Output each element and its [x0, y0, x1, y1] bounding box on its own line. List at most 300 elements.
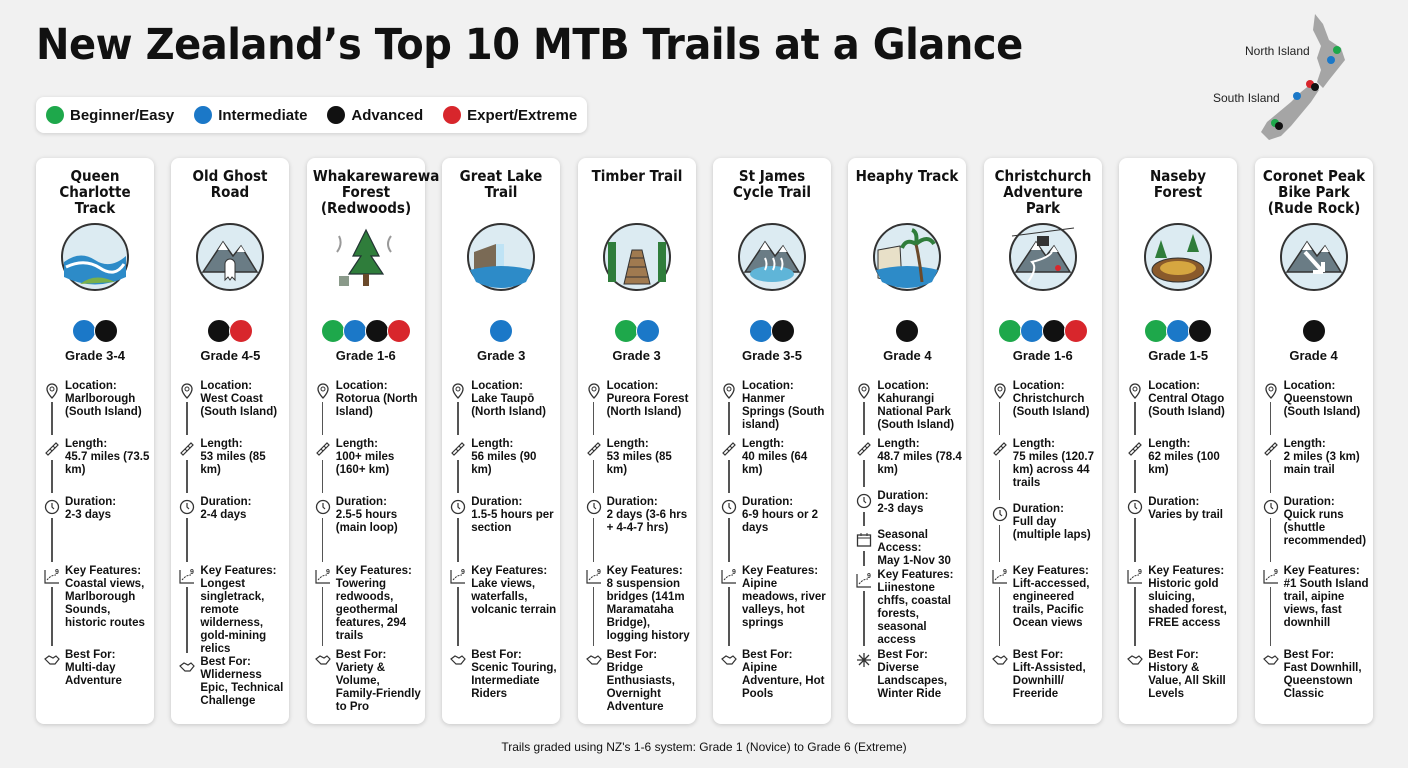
detail-value: Liinestone chffs, coastal forests, seasonal access: [877, 582, 951, 646]
timeline-connector: [999, 587, 1001, 646]
timeline-connector: [51, 518, 53, 562]
legend-label: Intermediate: [218, 106, 308, 124]
detail-label: Location:: [877, 380, 930, 392]
detail-handshake: [1125, 649, 1235, 701]
detail-location: [448, 380, 558, 438]
svg-text:9: 9: [325, 569, 330, 576]
timeline-connector: [863, 402, 865, 435]
detail-label: Length:: [1283, 438, 1326, 450]
detail-value: 2-3 days: [877, 503, 924, 515]
detail-label: Length:: [1012, 438, 1055, 450]
timeline-connector: [863, 460, 865, 487]
timeline-connector: [1134, 460, 1136, 493]
detail-length: [448, 438, 558, 496]
timeline-connector: [593, 402, 595, 435]
svg-text:9: 9: [867, 573, 872, 580]
legend-item: [443, 106, 577, 124]
trail-details: [448, 380, 558, 701]
detail-label: Length:: [471, 438, 514, 450]
detail-handshake: [990, 649, 1100, 701]
detail-value: 75 miles (120.7 km) across 44 trails: [1012, 451, 1094, 489]
nz-map: [1205, 10, 1375, 150]
difficulty-blue-dot-icon: [343, 319, 367, 343]
trail-details: [1261, 380, 1371, 701]
detail-value: 48.7 miles (78.4 km): [877, 451, 962, 476]
detail-value: 62 miles (100 km): [1148, 451, 1220, 476]
difficulty-blue-dot-icon: [72, 319, 96, 343]
difficulty-dots: [307, 319, 425, 343]
difficulty-dots: [713, 319, 831, 343]
difficulty-green-dot-icon: [321, 319, 345, 343]
length-icon: [1263, 441, 1279, 457]
detail-length: [1261, 438, 1371, 496]
detail-value: History & Value, All Skill Levels: [1148, 662, 1226, 700]
features-icon: [1263, 568, 1279, 584]
difficulty-black-dot-icon: [207, 319, 231, 343]
handshake-icon: [450, 652, 466, 668]
detail-label: Key Features:: [1012, 565, 1089, 577]
clock-icon: [315, 499, 331, 515]
timeline-connector: [1270, 460, 1272, 493]
detail-location: [990, 380, 1100, 438]
length-icon: [315, 441, 331, 457]
length-icon: [1127, 441, 1143, 457]
detail-features: [1261, 565, 1371, 649]
palm-cliff-icon: [872, 222, 942, 292]
features-icon: [992, 568, 1008, 584]
detail-label: Length:: [1148, 438, 1191, 450]
detail-clock: [1261, 496, 1371, 565]
timeline-connector: [322, 518, 324, 562]
detail-features: [854, 569, 964, 649]
svg-text:9: 9: [1273, 569, 1278, 576]
legend-dot-icon: [327, 106, 345, 124]
detail-handshake: [448, 649, 558, 701]
location-icon: [992, 383, 1008, 399]
detail-value: Kahurangi National Park (South Island): [877, 393, 955, 431]
length-icon: [856, 441, 872, 457]
features-icon: [1127, 568, 1143, 584]
timeline-connector: [863, 591, 865, 646]
detail-handshake: [584, 649, 694, 714]
timeline-connector: [1270, 587, 1272, 646]
detail-value: 40 miles (64 km): [742, 451, 808, 476]
detail-location: [313, 380, 423, 438]
detail-clock: [990, 503, 1100, 565]
trail-card: [1119, 158, 1237, 724]
detail-clock: [1125, 496, 1235, 565]
legend-dot-icon: [194, 106, 212, 124]
detail-clock: [177, 496, 287, 565]
detail-clock: [313, 496, 423, 565]
trail-name: Whakarewarewa Forest (Redwoods): [312, 167, 440, 217]
timeline-connector: [51, 587, 53, 646]
clock-icon: [450, 499, 466, 515]
detail-value: Multi-day Adventure: [65, 662, 122, 687]
detail-label: Location:: [65, 380, 117, 392]
detail-handshake: [177, 656, 287, 708]
detail-features: [584, 565, 694, 649]
detail-value: Towering redwoods, geothermal features, 294 trails: [335, 578, 407, 642]
clock-icon: [992, 506, 1008, 522]
clock-icon: [44, 499, 60, 515]
detail-label: Length:: [877, 438, 920, 450]
detail-label: Location:: [200, 380, 253, 392]
legend-label: Advanced: [351, 106, 424, 124]
detail-label: Duration:: [471, 496, 523, 508]
detail-clock: [584, 496, 694, 565]
timeline-connector: [322, 587, 324, 646]
clock-icon: [586, 499, 602, 515]
difficulty-black-dot-icon: [895, 319, 919, 343]
trail-name: Old Ghost Road: [192, 167, 268, 201]
features-icon: [450, 568, 466, 584]
detail-features: [719, 565, 829, 649]
detail-label: Best For:: [335, 649, 387, 661]
detail-length: [177, 438, 287, 496]
detail-value: Aipine meadows, river valleys, hot springs: [742, 578, 826, 629]
grade-label: Grade 1-6: [1012, 348, 1073, 363]
handshake-icon: [1127, 652, 1143, 668]
detail-value: Coastal views, Marlborough Sounds, historic routes: [65, 578, 145, 629]
difficulty-dots: [984, 319, 1102, 343]
timeline-connector: [186, 402, 188, 435]
trail-details: [42, 380, 152, 688]
detail-value: Varies by trail: [1148, 509, 1223, 521]
detail-label: Key Features:: [335, 565, 412, 577]
features-icon: [586, 568, 602, 584]
timeline-connector: [457, 460, 459, 493]
handshake-icon: [1263, 652, 1279, 668]
detail-label: Best For:: [877, 649, 928, 661]
detail-handshake: [42, 649, 152, 688]
detail-label: Duration:: [335, 496, 387, 508]
gold-pan-icon: [1143, 222, 1213, 292]
legend-item: [46, 106, 174, 124]
detail-label: Best For:: [471, 649, 522, 661]
grade-label: Grade 3: [476, 348, 526, 363]
difficulty-blue-dot-icon: [1020, 319, 1044, 343]
detail-length: [313, 438, 423, 496]
timeline-connector: [728, 402, 730, 435]
difficulty-blue-dot-icon: [636, 319, 660, 343]
detail-label: Location:: [335, 380, 388, 392]
trail-details: [313, 380, 423, 714]
timeline-connector: [728, 518, 730, 562]
detail-label: Location:: [742, 380, 794, 392]
page-title: New Zealand’s Top 10 MTB Trails at a Glance: [36, 20, 1023, 70]
grade-label: Grade 3-5: [742, 348, 802, 363]
detail-location: [177, 380, 287, 438]
detail-length: [42, 438, 152, 496]
timeline-connector: [1134, 518, 1136, 562]
trail-card: [848, 158, 966, 724]
svg-text:9: 9: [55, 569, 59, 576]
difficulty-black-dot-icon: [365, 319, 389, 343]
calendar-icon: [856, 532, 872, 548]
redwood-icon: [331, 222, 401, 292]
detail-value: Bridge Enthusiasts, Overnight Adventure: [606, 662, 675, 713]
difficulty-black-dot-icon: [94, 319, 118, 343]
detail-label: Duration:: [606, 496, 658, 508]
detail-value: 2-3 days: [65, 509, 112, 521]
detail-label: Duration:: [65, 496, 117, 508]
detail-clock: [448, 496, 558, 565]
detail-location: [584, 380, 694, 438]
timeline-connector: [457, 518, 459, 562]
location-icon: [315, 383, 331, 399]
trail-name: Naseby Forest: [1150, 167, 1207, 201]
detail-value: Fast Downhill, Queenstown Classic: [1283, 662, 1362, 700]
detail-value: 53 miles (85 km): [606, 451, 672, 476]
detail-label: Duration:: [1148, 496, 1200, 508]
difficulty-black-dot-icon: [1302, 319, 1326, 343]
location-icon: [721, 383, 737, 399]
clock-icon: [856, 493, 872, 509]
difficulty-dots: [1255, 319, 1373, 343]
detail-handshake: [1261, 649, 1371, 701]
trail-details: [990, 380, 1100, 701]
timeline-connector: [1134, 402, 1136, 435]
detail-features: [448, 565, 558, 649]
detail-value: Aipine Adventure, Hot Pools: [742, 662, 825, 700]
trail-name: St James Cycle Trail: [733, 167, 811, 201]
timeline-connector: [1270, 402, 1272, 435]
difficulty-dots: [171, 319, 289, 343]
trail-card: [36, 158, 154, 724]
trail-card: [1255, 158, 1373, 724]
detail-value: Wliderness Epic, Technical Challenge: [200, 669, 284, 707]
features-icon: [856, 572, 872, 588]
location-icon: [44, 383, 60, 399]
difficulty-green-dot-icon: [614, 319, 638, 343]
north-island-label: North Island: [1245, 44, 1310, 58]
detail-label: Duration:: [1283, 496, 1335, 508]
svg-text:9: 9: [1138, 569, 1143, 576]
grade-label: Grade 4-5: [200, 348, 261, 363]
location-icon: [856, 383, 872, 399]
detail-clock: [854, 490, 964, 529]
detail-length: [1125, 438, 1235, 496]
difficulty-green-dot-icon: [998, 319, 1022, 343]
detail-label: Best For:: [200, 656, 251, 668]
svg-text:9: 9: [461, 569, 466, 576]
detail-location: [854, 380, 964, 438]
detail-value: Historic gold sluicing, shaded forest, FREE access: [1148, 578, 1227, 629]
features-icon: [315, 568, 331, 584]
grade-label: Grade 1-5: [1148, 348, 1209, 363]
handshake-icon: [179, 659, 195, 675]
detail-label: Seasonal Access:: [877, 529, 928, 554]
detail-snowflake: [854, 649, 964, 701]
detail-value: West Coast (South Island): [200, 393, 278, 418]
svg-text:9: 9: [596, 569, 601, 576]
detail-value: 2.5-5 hours (main loop): [335, 509, 398, 534]
location-icon: [586, 383, 602, 399]
detail-length: [990, 438, 1100, 503]
trail-card: [984, 158, 1102, 724]
difficulty-red-dot-icon: [387, 319, 411, 343]
clock-icon: [1127, 499, 1143, 515]
detail-label: Best For:: [65, 649, 116, 661]
location-icon: [1263, 383, 1279, 399]
difficulty-black-dot-icon: [771, 319, 795, 343]
trail-name: Coronet Peak Bike Park (Rude Rock): [1262, 167, 1365, 217]
difficulty-legend: [36, 97, 587, 133]
trail-details: [719, 380, 829, 701]
ghost-mountain-icon: [195, 222, 265, 292]
trail-name: Heaphy Track: [855, 167, 959, 185]
difficulty-red-dot-icon: [229, 319, 253, 343]
trail-card: [713, 158, 831, 724]
detail-value: 6-9 hours or 2 days: [742, 509, 819, 534]
detail-label: Location:: [1283, 380, 1336, 392]
length-icon: [992, 441, 1008, 457]
detail-value: 100+ miles (160+ km): [335, 451, 395, 476]
legend-label: Beginner/Easy: [70, 106, 175, 124]
detail-value: 2 miles (3 km) main trail: [1283, 451, 1360, 476]
detail-value: 45.7 miles (73.5 km): [65, 451, 150, 476]
trail-details: [1125, 380, 1235, 701]
detail-label: Key Features:: [1148, 565, 1225, 577]
difficulty-dots: [1119, 319, 1237, 343]
timeline-connector: [51, 460, 53, 493]
detail-label: Length:: [335, 438, 378, 450]
detail-value: Diverse Landscapes, Winter Ride: [877, 662, 948, 700]
timeline-connector: [999, 525, 1001, 562]
hot-springs-icon: [737, 222, 807, 292]
detail-label: Location:: [471, 380, 523, 392]
timeline-connector: [863, 551, 865, 566]
waterfall-icon: [466, 222, 536, 292]
detail-label: Best For:: [1283, 649, 1335, 661]
detail-features: [42, 565, 152, 649]
detail-value: 2 days (3-6 hrs + 4-4-7 hrs): [606, 509, 688, 534]
detail-clock: [719, 496, 829, 565]
trail-name: Timber Trail: [591, 167, 683, 185]
trail-name: Christchurch Adventure Park: [994, 167, 1092, 217]
detail-location: [1125, 380, 1235, 438]
detail-label: Key Features:: [742, 565, 819, 577]
detail-value: Quick runs (shuttle recommended): [1283, 509, 1367, 547]
detail-features: [1125, 565, 1235, 649]
detail-value: Marlborough (South Island): [65, 393, 142, 418]
detail-value: Pureora Forest (North Island): [606, 393, 689, 418]
difficulty-black-dot-icon: [1042, 319, 1066, 343]
length-icon: [450, 441, 466, 457]
timeline-connector: [322, 402, 324, 435]
grade-label: Grade 1-6: [335, 348, 396, 363]
timeline-connector: [593, 518, 595, 562]
clock-icon: [721, 499, 737, 515]
coastal-icon: [60, 222, 130, 292]
timeline-connector: [186, 460, 188, 493]
detail-value: Lake views, waterfalls, volcanic terrain: [471, 578, 557, 616]
timeline-connector: [593, 587, 595, 646]
detail-value: 56 miles (90 km): [471, 451, 537, 476]
south-island-label: South Island: [1213, 91, 1280, 105]
length-icon: [44, 441, 60, 457]
timeline-connector: [457, 587, 459, 646]
detail-label: Key Features:: [606, 565, 683, 577]
detail-value: Rotorua (North Island): [335, 393, 418, 418]
nz-map-icon: [1205, 10, 1375, 150]
handshake-icon: [44, 652, 60, 668]
detail-length: [719, 438, 829, 496]
detail-label: Key Features:: [471, 565, 548, 577]
grade-label: Grade 4: [1289, 348, 1338, 363]
detail-label: Key Features:: [877, 569, 954, 581]
detail-value: Hanmer Springs (South island): [742, 393, 825, 431]
detail-label: Length:: [200, 438, 243, 450]
detail-value: #1 South Island trail, aipine views, fast downhill: [1283, 578, 1369, 629]
snowflake-icon: [856, 652, 872, 668]
handshake-icon: [315, 652, 331, 668]
trail-name: Great Lake Trail: [459, 167, 543, 201]
difficulty-dots: [848, 319, 966, 343]
grade-label: Grade 3-4: [65, 348, 125, 363]
legend-item: [327, 106, 423, 124]
detail-label: Duration:: [200, 496, 252, 508]
timeline-connector: [186, 518, 188, 562]
detail-label: Best For:: [1148, 649, 1199, 661]
detail-value: Longest singletrack, remote wilderness, gold-mining relics: [200, 578, 267, 655]
detail-label: Best For:: [742, 649, 793, 661]
length-icon: [721, 441, 737, 457]
length-icon: [179, 441, 195, 457]
trail-name: Queen Charlotte Track: [59, 167, 131, 217]
detail-clock: [42, 496, 152, 565]
legend-dot-icon: [46, 106, 64, 124]
detail-length: [584, 438, 694, 496]
location-icon: [179, 383, 195, 399]
handshake-icon: [721, 652, 737, 668]
detail-label: Best For:: [1012, 649, 1064, 661]
detail-value: Queenstown (South Island): [1283, 393, 1361, 418]
difficulty-green-dot-icon: [1144, 319, 1168, 343]
svg-text:9: 9: [190, 569, 195, 576]
detail-value: 53 miles (85 km): [200, 451, 266, 476]
detail-features: [177, 565, 287, 656]
detail-label: Location:: [1148, 380, 1200, 392]
detail-value: 8 suspension bridges (141m Maramataha Bridge), logging history: [606, 578, 690, 642]
detail-location: [42, 380, 152, 438]
grade-label: Grade 3: [612, 348, 661, 363]
legend-dot-icon: [443, 106, 461, 124]
detail-label: Key Features:: [1283, 565, 1360, 577]
difficulty-blue-dot-icon: [1166, 319, 1190, 343]
timeline-connector: [999, 402, 1001, 435]
location-icon: [1127, 383, 1143, 399]
difficulty-dots: [36, 319, 154, 343]
timeline-connector: [457, 402, 459, 435]
detail-value: Christchurch (South Island): [1012, 393, 1090, 418]
timeline-connector: [186, 587, 188, 653]
grading-footnote: Trails graded using NZ's 1-6 system: Grade 1 (Novice) to Grade 6 (Extreme): [501, 740, 907, 754]
timeline-connector: [1270, 518, 1272, 562]
legend-item: [194, 106, 307, 124]
difficulty-dots: [442, 319, 560, 343]
detail-label: Duration:: [877, 490, 929, 502]
grade-label: Grade 4: [883, 348, 932, 363]
detail-value: Scenic Touring, Intermediate Riders: [471, 662, 557, 700]
difficulty-dots: [578, 319, 696, 343]
detail-label: Duration:: [742, 496, 794, 508]
detail-handshake: [719, 649, 829, 701]
suspension-bridge-icon: [602, 222, 672, 292]
svg-text:9: 9: [1002, 569, 1007, 576]
timeline-connector: [728, 587, 730, 646]
